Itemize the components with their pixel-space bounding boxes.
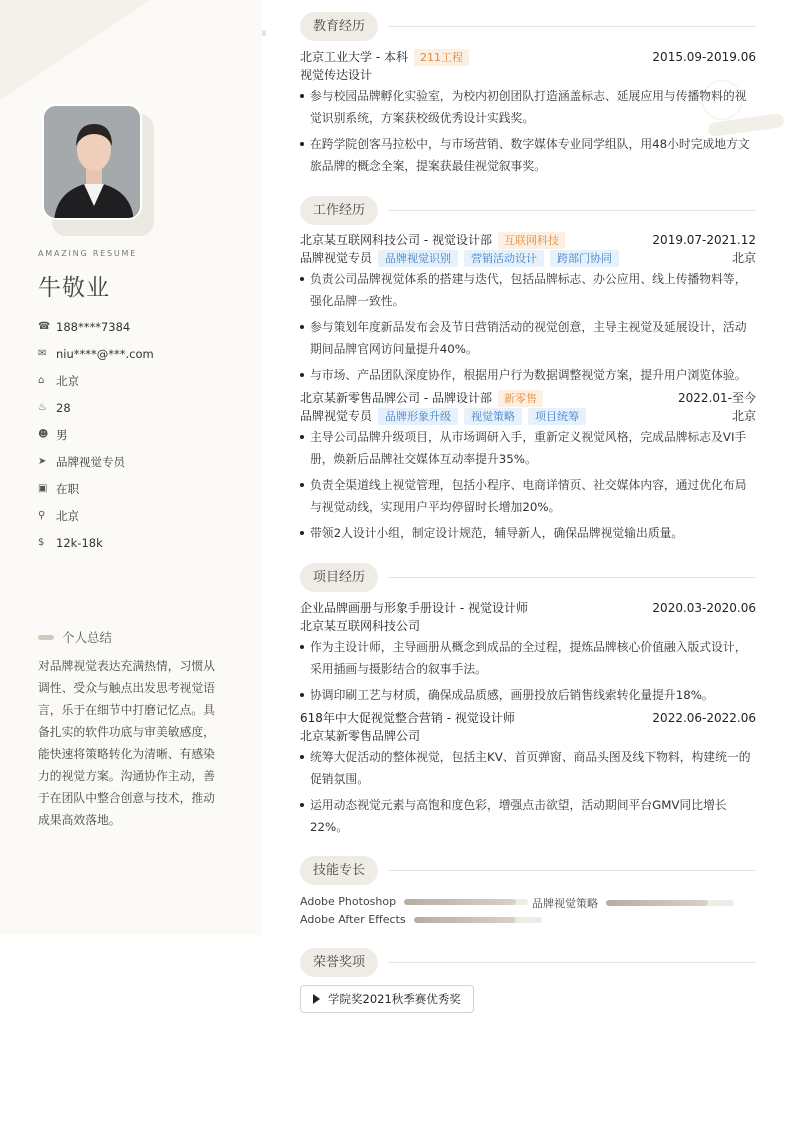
- section-divider: [388, 962, 756, 963]
- job-header: [300, 232, 756, 249]
- list-item: 负责公司品牌视觉体系的搭建与迭代，包括品牌标志、办公应用、线上传播物料等，强化品牌一致性。: [300, 268, 756, 312]
- skill-tag: 营销活动设计: [464, 250, 544, 267]
- job-role: 品牌视觉专员: [300, 409, 373, 423]
- skill-tag: 品牌视觉识别: [378, 250, 458, 267]
- info-location: [38, 502, 248, 529]
- info-position: [38, 448, 248, 475]
- divider-decoration: [262, 30, 266, 36]
- skill-item: [532, 895, 734, 911]
- education-major-row: [300, 67, 756, 84]
- job-role: 品牌视觉专员: [300, 251, 373, 265]
- section-honors: [300, 947, 756, 977]
- job-date: 2019.07-2021.12: [652, 233, 756, 247]
- list-item: 参与校园品牌孵化实验室，为校内初创团队打造涵盖标志、延展应用与传播物料的视觉识别系统，方案获校级优秀设计实践奖。: [300, 85, 756, 129]
- industry-tag: 互联网科技: [498, 232, 565, 249]
- skill-bar: [414, 917, 542, 923]
- play-icon: [313, 994, 320, 1004]
- job-city: 北京: [731, 409, 756, 423]
- school-name: 北京工业大学 - 本科: [300, 50, 408, 64]
- summary-bar-icon: [38, 635, 54, 640]
- email-icon: ✉: [38, 348, 47, 359]
- person-portrait-icon: [44, 106, 142, 220]
- project-name: 618年中大促视觉整合营销 - 视觉设计师: [300, 711, 515, 725]
- job-date: 2022.01-至今: [678, 391, 756, 405]
- honor-text: 学院奖2021秋季赛优秀奖: [328, 992, 461, 1006]
- project-org-row: [300, 728, 756, 745]
- skill-name: Adobe Photoshop: [300, 895, 397, 908]
- location-icon: ⚲: [38, 510, 46, 521]
- skill-tag: 跨部门协同: [550, 250, 619, 267]
- section-title: 荣誉奖项: [300, 948, 378, 977]
- salary-icon: $: [38, 537, 45, 548]
- project-header: [300, 710, 756, 727]
- section-title: 教育经历: [300, 12, 378, 41]
- cake-icon: ♨: [38, 402, 47, 413]
- send-icon: ➤: [38, 456, 47, 467]
- list-item: 统筹大促活动的整体视觉，包括主KV、首页弹窗、商品头图及线下物料，构建统一的促销氛围。: [300, 746, 756, 790]
- location-text: 北京: [56, 508, 79, 523]
- list-item: 负责全渠道线上视觉管理，包括小程序、电商详情页、社交媒体内容，通过优化布局与视觉动线，实现用户平均停留时长增加20%。: [300, 474, 756, 518]
- info-age: [38, 394, 248, 421]
- education-header: [300, 49, 756, 66]
- job-city: 北京: [731, 251, 756, 265]
- job-role-row: [300, 408, 756, 425]
- home-text: 北京: [56, 373, 79, 388]
- position-text: 品牌视觉专员: [56, 454, 125, 469]
- project-name: 企业品牌画册与形象手册设计 - 视觉设计师: [300, 601, 528, 615]
- section-divider: [388, 26, 756, 27]
- section-title: 技能专长: [300, 856, 378, 885]
- gender-icon: ☻: [38, 429, 49, 440]
- skill-item: [300, 895, 528, 908]
- list-item: 在跨学院创客马拉松中，与市场营销、数字媒体专业同学组队，用48小时完成地方文旅品牌的概念全案，提案获最佳视觉叙事奖。: [300, 133, 756, 177]
- list-item: 参与策划年度新品发布会及节日营销活动的视觉创意，主导主视觉及延展设计，活动期间品牌官网访问量提升40%。: [300, 316, 756, 360]
- phone-text: 188****7384: [56, 319, 131, 334]
- job-role-row: [300, 250, 756, 267]
- education-major: 视觉传达设计: [300, 68, 373, 82]
- info-status: [38, 475, 248, 502]
- phone-icon: ☎: [38, 321, 51, 332]
- summary-heading: [38, 628, 112, 646]
- list-item: 协调印刷工艺与材质，确保成品质感，画册投放后销售线索转化量提升18%。: [300, 684, 756, 706]
- summary-title: 个人总结: [62, 630, 113, 645]
- school-tag: 211工程: [414, 49, 469, 66]
- section-divider: [388, 577, 756, 578]
- status-icon: ▣: [38, 483, 48, 494]
- home-icon: ⌂: [38, 375, 45, 386]
- skill-name: 品牌视觉策略: [532, 897, 598, 910]
- info-home: [38, 367, 248, 394]
- skill-tag: 项目统筹: [528, 408, 586, 425]
- section-skills: [300, 855, 756, 885]
- status-text: 在职: [56, 481, 79, 496]
- skill-bar-fill: [606, 900, 708, 906]
- education-date: 2015.09-2019.06: [652, 50, 756, 64]
- company-name: 北京某新零售品牌公司 - 品牌设计部: [300, 391, 492, 405]
- info-phone: [38, 313, 248, 340]
- summary-text: 对品牌视觉表达充满热情，习惯从调性、受众与触点出发思考视觉语言，乐于在细节中打磨记忆点。具备扎实的软件功底与审美敏感度，能快速将策略转化为清晰、有感染力的视觉方案。沟通协作主动，善于在团队中整合创意与技术，推动成果高效落地。: [38, 659, 215, 827]
- section-title: 项目经历: [300, 563, 378, 592]
- sidebar: [0, 0, 262, 935]
- info-salary: [38, 529, 248, 556]
- honor-item: [300, 985, 474, 1013]
- candidate-name: 牛敬业: [38, 275, 110, 301]
- gender-text: 男: [56, 427, 68, 442]
- list-item: 带领2人设计小组，制定设计规范，辅导新人，确保品牌视觉输出质量。: [300, 522, 756, 544]
- info-email: [38, 340, 248, 367]
- section-divider: [388, 210, 756, 211]
- corner-decoration: [0, 0, 150, 100]
- info-gender: [38, 421, 248, 448]
- avatar: [42, 104, 142, 220]
- skill-bar-fill: [404, 899, 516, 905]
- resume-subtitle: AMAZING RESUME: [38, 249, 138, 258]
- skill-bar: [606, 900, 734, 906]
- section-projects: [300, 562, 756, 592]
- section-work: [300, 195, 756, 225]
- skill-bar: [404, 899, 528, 905]
- list-item: 主导公司品牌升级项目，从市场调研入手，重新定义视觉风格，完成品牌标志及VI手册，焕新后品牌社交媒体互动率提升35%。: [300, 426, 756, 470]
- project-org: 北京某新零售品牌公司: [300, 729, 421, 743]
- email-text: niu****@***.com: [56, 346, 154, 361]
- salary-text: 12k-18k: [56, 535, 103, 550]
- list-item: 作为主设计师，主导画册从概念到成品的全过程，提炼品牌核心价值融入版式设计，采用插画与摄影结合的叙事手法。: [300, 636, 756, 680]
- age-text: 28: [56, 400, 71, 415]
- industry-tag: 新零售: [498, 390, 543, 407]
- skill-tag: 视觉策略: [464, 408, 522, 425]
- job-header: [300, 390, 756, 407]
- skill-tag: 品牌形象升级: [378, 408, 458, 425]
- company-name: 北京某互联网科技公司 - 视觉设计部: [300, 233, 492, 247]
- project-date: 2022.06-2022.06: [652, 711, 756, 725]
- section-education: [300, 11, 756, 41]
- project-org-row: [300, 618, 756, 635]
- contact-info: [38, 313, 248, 556]
- skill-name: Adobe After Effects: [300, 913, 406, 926]
- list-item: 运用动态视觉元素与高饱和度色彩，增强点击欲望，活动期间平台GMV同比增长22%。: [300, 794, 756, 838]
- avatar-photo: [42, 104, 142, 220]
- section-title: 工作经历: [300, 196, 378, 225]
- project-date: 2020.03-2020.06: [652, 601, 756, 615]
- list-item: 与市场、产品团队深度协作，根据用户行为数据调整视觉方案，提升用户浏览体验。: [300, 364, 756, 386]
- project-org: 北京某互联网科技公司: [300, 619, 421, 633]
- section-divider: [388, 870, 756, 871]
- skill-bar-fill: [414, 917, 516, 923]
- project-header: [300, 600, 756, 617]
- skill-item: [300, 913, 542, 926]
